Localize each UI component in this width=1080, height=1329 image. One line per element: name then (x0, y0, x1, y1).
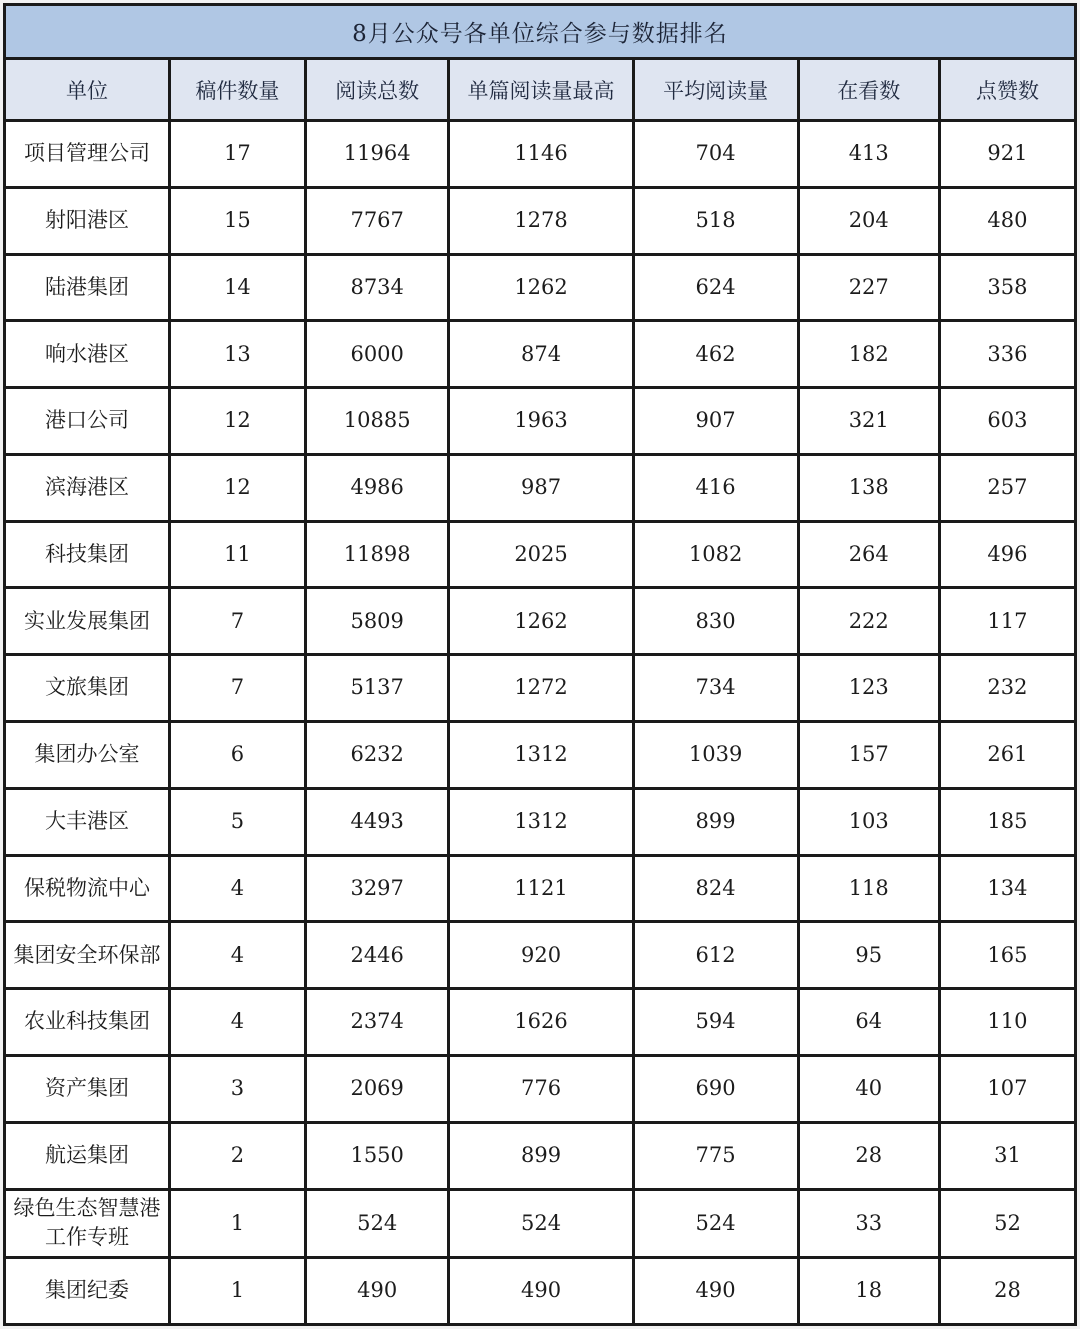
total-reads-cell: 5137 (305, 655, 449, 722)
article-count-cell: 7 (169, 588, 305, 655)
like-count-cell: 165 (939, 922, 1075, 989)
article-count-cell: 4 (169, 989, 305, 1056)
unit-cell: 大丰港区 (5, 788, 170, 855)
column-header-max-single-read: 单篇阅读量最高 (449, 59, 633, 121)
total-reads-cell: 10885 (305, 388, 449, 455)
unit-cell: 项目管理公司 (5, 121, 170, 188)
table-row (5, 454, 1076, 521)
table-row (5, 855, 1076, 922)
article-count-cell: 17 (169, 121, 305, 188)
table-row (5, 321, 1076, 388)
article-count-cell: 3 (169, 1055, 305, 1122)
table-header-row (5, 59, 1076, 121)
max-single-read-cell: 1312 (449, 722, 633, 789)
like-count-cell: 921 (939, 121, 1075, 188)
column-header-like-count: 点赞数 (939, 59, 1075, 121)
unit-cell: 集团安全环保部 (5, 922, 170, 989)
article-count-cell: 6 (169, 722, 305, 789)
like-count-cell: 185 (939, 788, 1075, 855)
table-row (5, 521, 1076, 588)
table-row (5, 187, 1076, 254)
avg-reads-cell: 734 (633, 655, 798, 722)
article-count-cell: 7 (169, 655, 305, 722)
article-count-cell: 1 (169, 1189, 305, 1258)
total-reads-cell: 11898 (305, 521, 449, 588)
avg-reads-cell: 594 (633, 989, 798, 1056)
unit-cell: 资产集团 (5, 1055, 170, 1122)
article-count-cell: 2 (169, 1122, 305, 1189)
like-count-cell: 117 (939, 588, 1075, 655)
like-count-cell: 31 (939, 1122, 1075, 1189)
max-single-read-cell: 776 (449, 1055, 633, 1122)
article-count-cell: 12 (169, 388, 305, 455)
wow-count-cell: 182 (798, 321, 939, 388)
wow-count-cell: 264 (798, 521, 939, 588)
table-row (5, 1122, 1076, 1189)
unit-cell: 航运集团 (5, 1122, 170, 1189)
avg-reads-cell: 524 (633, 1189, 798, 1258)
article-count-cell: 15 (169, 187, 305, 254)
unit-cell: 陆港集团 (5, 254, 170, 321)
column-header-unit: 单位 (5, 59, 170, 121)
total-reads-cell: 7767 (305, 187, 449, 254)
max-single-read-cell: 1963 (449, 388, 633, 455)
unit-cell: 保税物流中心 (5, 855, 170, 922)
avg-reads-cell: 704 (633, 121, 798, 188)
wow-count-cell: 95 (798, 922, 939, 989)
max-single-read-cell: 1272 (449, 655, 633, 722)
table-row (5, 1055, 1076, 1122)
wow-count-cell: 33 (798, 1189, 939, 1258)
max-single-read-cell: 2025 (449, 521, 633, 588)
table-row (5, 588, 1076, 655)
like-count-cell: 261 (939, 722, 1075, 789)
wow-count-cell: 222 (798, 588, 939, 655)
article-count-cell: 11 (169, 521, 305, 588)
avg-reads-cell: 1039 (633, 722, 798, 789)
wow-count-cell: 18 (798, 1258, 939, 1325)
wow-count-cell: 157 (798, 722, 939, 789)
article-count-cell: 13 (169, 321, 305, 388)
avg-reads-cell: 1082 (633, 521, 798, 588)
max-single-read-cell: 1262 (449, 254, 633, 321)
column-header-article-count: 稿件数量 (169, 59, 305, 121)
avg-reads-cell: 490 (633, 1258, 798, 1325)
wow-count-cell: 138 (798, 454, 939, 521)
avg-reads-cell: 775 (633, 1122, 798, 1189)
wow-count-cell: 40 (798, 1055, 939, 1122)
avg-reads-cell: 462 (633, 321, 798, 388)
table-body (5, 121, 1076, 1325)
wow-count-cell: 204 (798, 187, 939, 254)
max-single-read-cell: 1278 (449, 187, 633, 254)
unit-cell: 农业科技集团 (5, 989, 170, 1056)
total-reads-cell: 6232 (305, 722, 449, 789)
wow-count-cell: 28 (798, 1122, 939, 1189)
table-title-row (5, 5, 1076, 59)
total-reads-cell: 8734 (305, 254, 449, 321)
max-single-read-cell: 1262 (449, 588, 633, 655)
avg-reads-cell: 824 (633, 855, 798, 922)
max-single-read-cell: 874 (449, 321, 633, 388)
ranking-table (3, 3, 1077, 1326)
wow-count-cell: 227 (798, 254, 939, 321)
table-row (5, 722, 1076, 789)
max-single-read-cell: 524 (449, 1189, 633, 1258)
total-reads-cell: 11964 (305, 121, 449, 188)
wow-count-cell: 118 (798, 855, 939, 922)
table-row (5, 989, 1076, 1056)
like-count-cell: 257 (939, 454, 1075, 521)
unit-cell: 响水港区 (5, 321, 170, 388)
table-row (5, 655, 1076, 722)
total-reads-cell: 2069 (305, 1055, 449, 1122)
like-count-cell: 336 (939, 321, 1075, 388)
avg-reads-cell: 690 (633, 1055, 798, 1122)
table-row (5, 121, 1076, 188)
unit-cell: 港口公司 (5, 388, 170, 455)
total-reads-cell: 2446 (305, 922, 449, 989)
total-reads-cell: 4493 (305, 788, 449, 855)
max-single-read-cell: 987 (449, 454, 633, 521)
total-reads-cell: 6000 (305, 321, 449, 388)
article-count-cell: 4 (169, 922, 305, 989)
max-single-read-cell: 1146 (449, 121, 633, 188)
table-row (5, 388, 1076, 455)
total-reads-cell: 490 (305, 1258, 449, 1325)
table-row (5, 254, 1076, 321)
wow-count-cell: 413 (798, 121, 939, 188)
avg-reads-cell: 518 (633, 187, 798, 254)
unit-cell: 集团办公室 (5, 722, 170, 789)
unit-cell: 绿色生态智慧港工作专班 (5, 1189, 170, 1258)
avg-reads-cell: 907 (633, 388, 798, 455)
max-single-read-cell: 899 (449, 1122, 633, 1189)
like-count-cell: 496 (939, 521, 1075, 588)
wow-count-cell: 103 (798, 788, 939, 855)
article-count-cell: 12 (169, 454, 305, 521)
total-reads-cell: 524 (305, 1189, 449, 1258)
unit-cell: 文旅集团 (5, 655, 170, 722)
table-row (5, 922, 1076, 989)
avg-reads-cell: 830 (633, 588, 798, 655)
unit-cell: 实业发展集团 (5, 588, 170, 655)
total-reads-cell: 5809 (305, 588, 449, 655)
like-count-cell: 107 (939, 1055, 1075, 1122)
wow-count-cell: 123 (798, 655, 939, 722)
avg-reads-cell: 899 (633, 788, 798, 855)
column-header-avg-reads: 平均阅读量 (633, 59, 798, 121)
table-title: 8月公众号各单位综合参与数据排名 (5, 5, 1076, 59)
avg-reads-cell: 624 (633, 254, 798, 321)
max-single-read-cell: 490 (449, 1258, 633, 1325)
total-reads-cell: 2374 (305, 989, 449, 1056)
article-count-cell: 14 (169, 254, 305, 321)
unit-cell: 集团纪委 (5, 1258, 170, 1325)
like-count-cell: 358 (939, 254, 1075, 321)
like-count-cell: 232 (939, 655, 1075, 722)
unit-cell: 射阳港区 (5, 187, 170, 254)
article-count-cell: 4 (169, 855, 305, 922)
unit-cell: 滨海港区 (5, 454, 170, 521)
max-single-read-cell: 1626 (449, 989, 633, 1056)
unit-cell: 科技集团 (5, 521, 170, 588)
table-row (5, 1258, 1076, 1325)
like-count-cell: 52 (939, 1189, 1075, 1258)
article-count-cell: 5 (169, 788, 305, 855)
column-header-total-reads: 阅读总数 (305, 59, 449, 121)
avg-reads-cell: 612 (633, 922, 798, 989)
max-single-read-cell: 1121 (449, 855, 633, 922)
total-reads-cell: 4986 (305, 454, 449, 521)
like-count-cell: 603 (939, 388, 1075, 455)
like-count-cell: 28 (939, 1258, 1075, 1325)
avg-reads-cell: 416 (633, 454, 798, 521)
article-count-cell: 1 (169, 1258, 305, 1325)
like-count-cell: 480 (939, 187, 1075, 254)
total-reads-cell: 3297 (305, 855, 449, 922)
like-count-cell: 110 (939, 989, 1075, 1056)
total-reads-cell: 1550 (305, 1122, 449, 1189)
like-count-cell: 134 (939, 855, 1075, 922)
table-row (5, 788, 1076, 855)
max-single-read-cell: 920 (449, 922, 633, 989)
column-header-wow-count: 在看数 (798, 59, 939, 121)
wow-count-cell: 321 (798, 388, 939, 455)
wow-count-cell: 64 (798, 989, 939, 1056)
table-row (5, 1189, 1076, 1258)
max-single-read-cell: 1312 (449, 788, 633, 855)
